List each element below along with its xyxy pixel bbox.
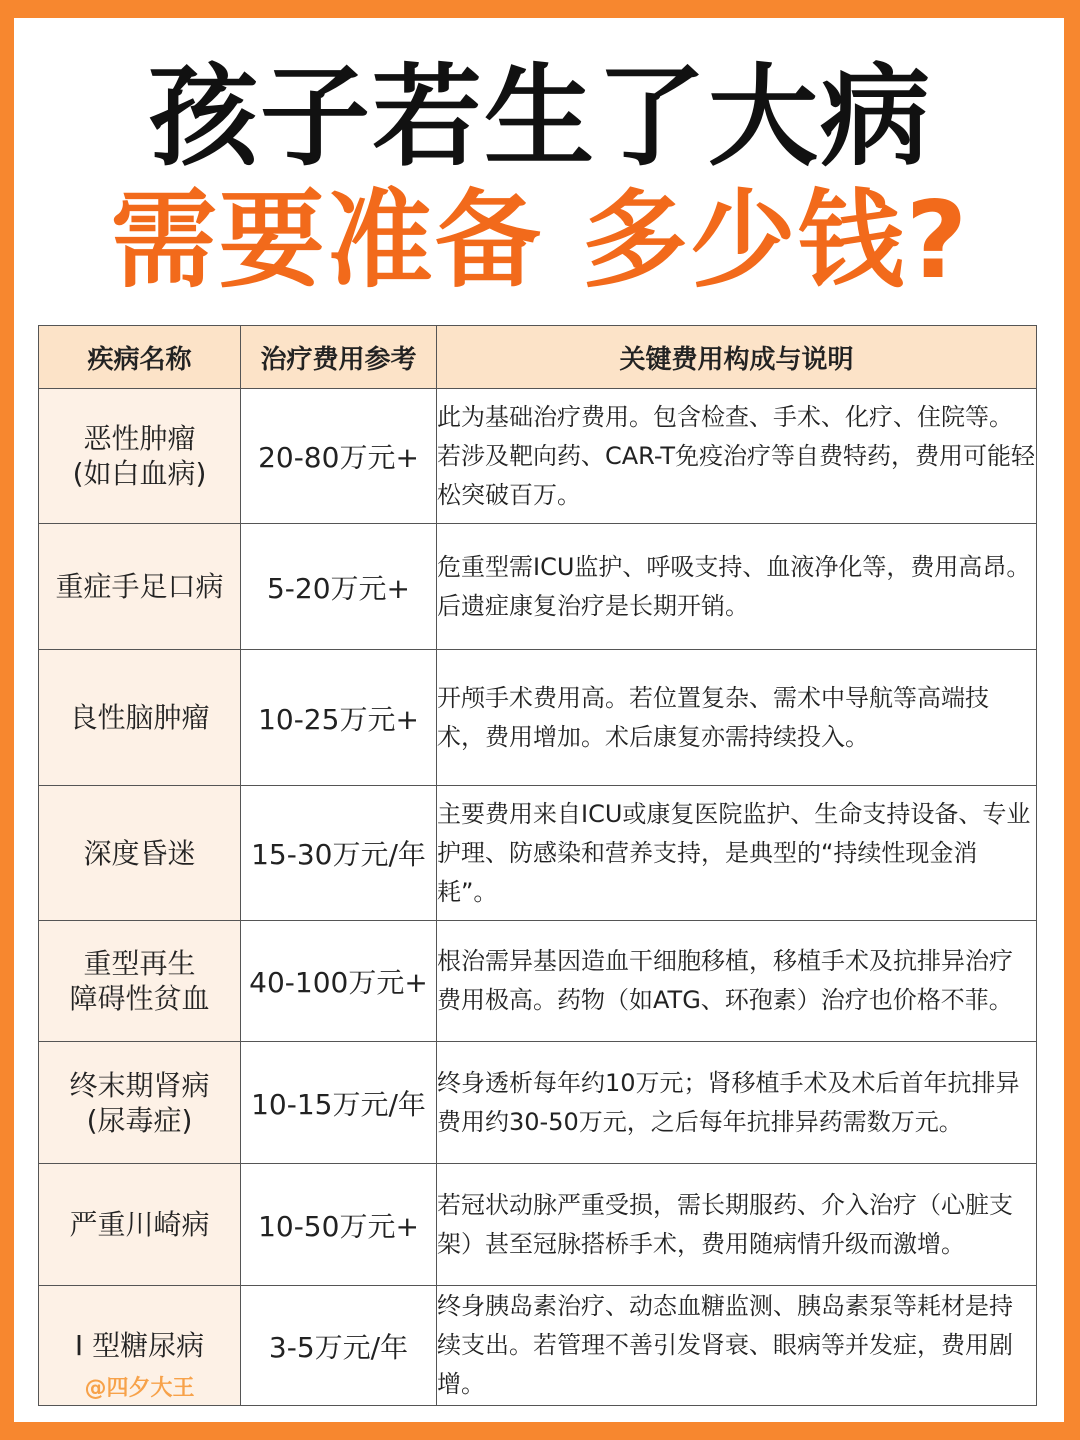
disease-name: 重型再生 障碍性贫血	[69, 947, 210, 1015]
description-cell: 开颅手术费用高。若位置复杂、需术中导航等高端技术，费用增加。术后康复亦需持续投入。	[437, 650, 1037, 786]
cost-cell: 20-80万元+	[241, 389, 437, 524]
table-row	[39, 1042, 1037, 1164]
disease-name: I 型糖尿病	[74, 1329, 205, 1362]
column-header-cost: 治疗费用参考	[241, 326, 437, 389]
disease-name: 良性脑肿瘤	[69, 701, 210, 734]
disease-name-cell	[39, 786, 241, 921]
cost-cell: 10-25万元+	[241, 650, 437, 786]
cost-cell: 15-30万元/年	[241, 786, 437, 921]
table-row	[39, 1286, 1037, 1406]
cost-cell: 5-20万元+	[241, 524, 437, 650]
disease-name-cell	[39, 921, 241, 1042]
disease-name: 重症手足口病	[55, 570, 224, 603]
cost-cell: 10-50万元+	[241, 1164, 437, 1286]
disease-name-cell	[39, 1042, 241, 1164]
table-header-row	[39, 326, 1037, 389]
table-row	[39, 921, 1037, 1042]
cost-cell: 40-100万元+	[241, 921, 437, 1042]
table-row	[39, 389, 1037, 524]
disease-name: 恶性肿瘤 (如白血病)	[72, 422, 207, 490]
table-row	[39, 1164, 1037, 1286]
disease-cost-table	[38, 325, 1037, 1406]
disease-name-cell	[39, 524, 241, 650]
author-watermark: @四夕大王	[84, 1376, 195, 1401]
title-line-1: 孩子若生了大病	[148, 53, 932, 181]
title-line-2: 需要准备 多少钱?	[110, 179, 970, 302]
description-cell: 主要费用来自ICU或康复医院监护、生命支持设备、专业护理、防感染和营养支持，是典型的“持续性现金消耗”。	[437, 786, 1037, 921]
disease-name-cell	[39, 1286, 241, 1406]
table-row	[39, 524, 1037, 650]
cost-cell: 3-5万元/年	[241, 1286, 437, 1406]
description-cell: 若冠状动脉严重受损，需长期服药、介入治疗（心脏支架）甚至冠脉搭桥手术，费用随病情升级而激增。	[437, 1164, 1037, 1286]
description-cell: 终身胰岛素治疗、动态血糖监测、胰岛素泵等耗材是持续支出。若管理不善引发肾衰、眼病等并发症，费用剧增。	[437, 1286, 1037, 1406]
description-cell: 终身透析每年约10万元；肾移植手术及术后首年抗排异费用约30-50万元，之后每年抗排异药需数万元。	[437, 1042, 1037, 1164]
column-header-disease: 疾病名称	[39, 326, 241, 389]
column-header-description: 关键费用构成与说明	[437, 326, 1037, 389]
table-row	[39, 650, 1037, 786]
description-cell: 危重型需ICU监护、呼吸支持、血液净化等，费用高昂。后遗症康复治疗是长期开销。	[437, 524, 1037, 650]
cost-cell: 10-15万元/年	[241, 1042, 437, 1164]
description-cell: 此为基础治疗费用。包含检查、手术、化疗、住院等。若涉及靶向药、CAR-T免疫治疗等自费特药，费用可能轻松突破百万。	[437, 389, 1037, 524]
disease-name: 终末期肾病 (尿毒症)	[69, 1068, 210, 1137]
disease-name: 严重川崎病	[69, 1208, 210, 1241]
disease-name-cell	[39, 650, 241, 786]
disease-name-cell	[39, 1164, 241, 1286]
table-row	[39, 786, 1037, 921]
disease-name: 深度昏迷	[83, 836, 196, 870]
disease-name-cell	[39, 389, 241, 524]
description-cell: 根治需异基因造血干细胞移植，移植手术及抗排异治疗费用极高。药物（如ATG、环孢素）治疗也价格不菲。	[437, 921, 1037, 1042]
